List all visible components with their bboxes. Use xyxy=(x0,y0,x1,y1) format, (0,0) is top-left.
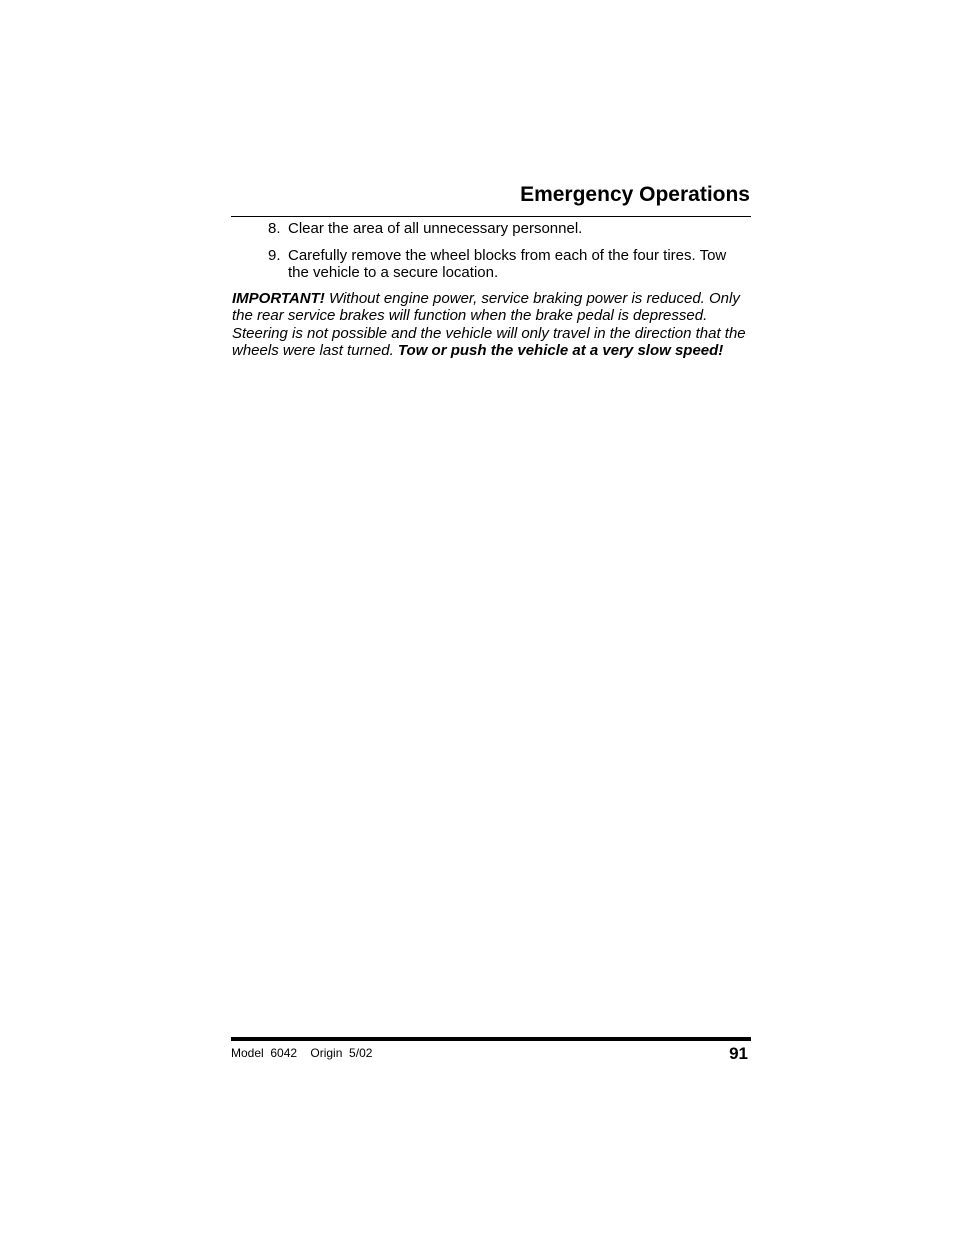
step-text: Carefully remove the wheel blocks from each of the four tires. Tow the vehicle to a secure location. xyxy=(288,247,727,281)
step-number: 8. xyxy=(268,220,281,237)
footer-divider xyxy=(231,1037,751,1041)
footer-model-info: Model 6042 Origin 5/02 xyxy=(231,1046,373,1060)
list-item xyxy=(232,220,750,237)
list-item xyxy=(232,247,750,281)
important-emphasis: Tow or push the vehicle at a very slow speed! xyxy=(397,342,724,360)
step-text: Clear the area of all unnecessary personnel. xyxy=(288,220,583,237)
steps-list xyxy=(232,220,750,291)
page-title: Emergency Operations xyxy=(520,183,750,206)
step-number: 9. xyxy=(268,247,281,264)
page-number: 91 xyxy=(729,1044,748,1063)
important-text: Without engine power, service braking power is reduced. Only the rear service brakes will function when the brake pedal is depressed. Steering is not possible and the vehicle will only travel in the direction that the wheels were last turned. xyxy=(232,290,746,360)
header-divider xyxy=(231,216,751,217)
important-note xyxy=(232,290,750,360)
important-label: IMPORTANT! xyxy=(232,290,325,307)
